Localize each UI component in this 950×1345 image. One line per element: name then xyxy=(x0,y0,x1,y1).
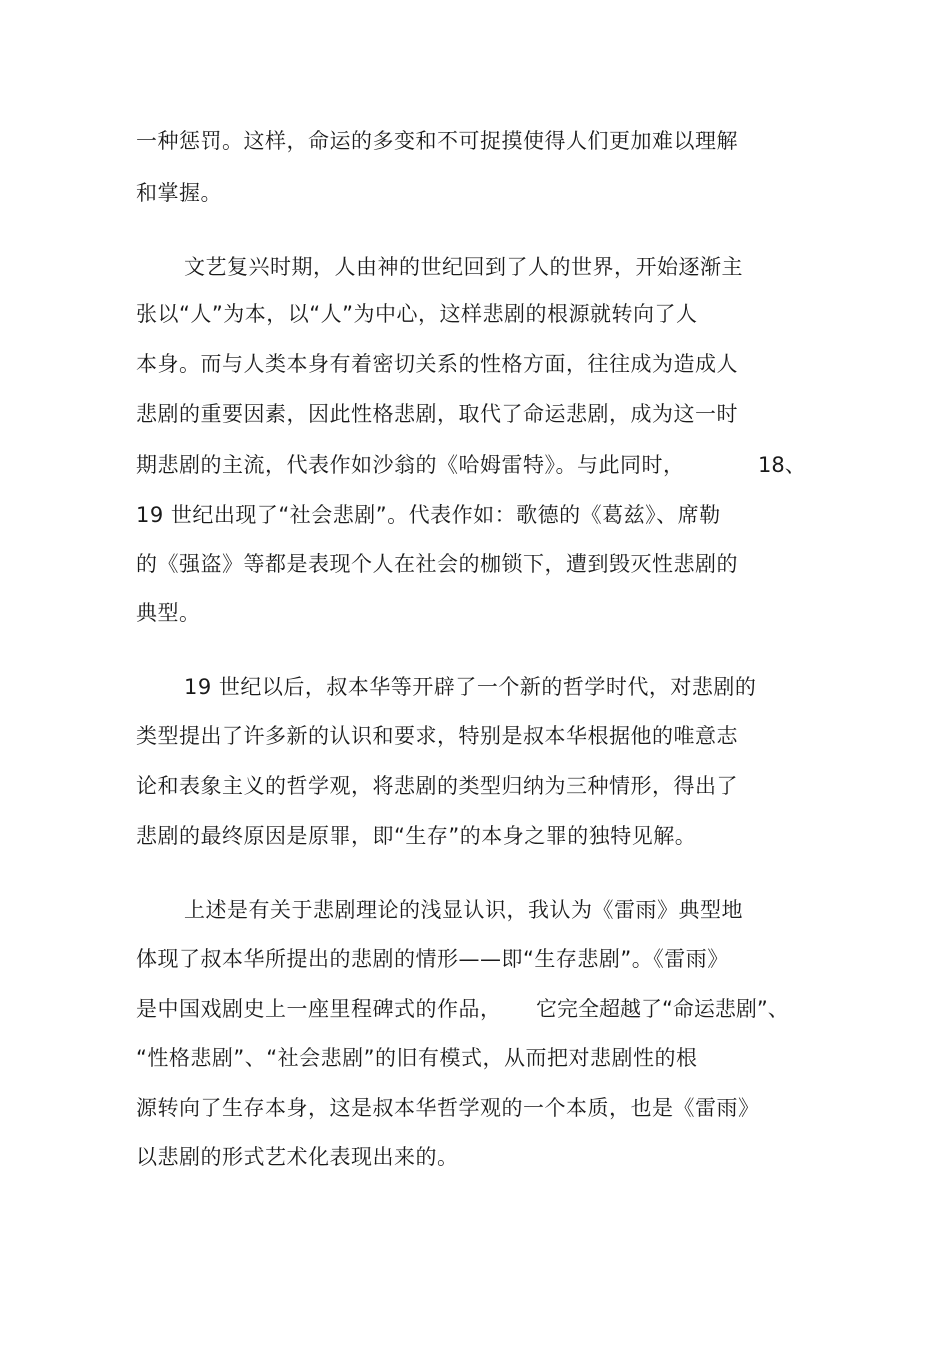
text-line: 19 世纪出现了“社会悲剧”。代表作如：歌德的《葛兹》、席勒 xyxy=(136,503,721,527)
text-line: 悲剧的最终原因是原罪，即“生存”的本身之罪的独特见解。 xyxy=(136,824,697,848)
text-line-tail: 它完全超越了“命运悲剧”、 xyxy=(536,997,789,1021)
text-line: 期悲剧的主流，代表作如沙翁的《哈姆雷特》。与此同时， xyxy=(136,453,685,477)
text-line: 本身。而与人类本身有着密切关系的性格方面，往往成为造成人 xyxy=(136,352,738,376)
text-line: 类型提出了许多新的认识和要求，特别是叔本华根据他的唯意志 xyxy=(136,724,738,748)
text-line: 张以“人”为本，以“人”为中心，这样悲剧的根源就转向了人 xyxy=(136,302,698,326)
text-line: 文艺复兴时期，人由神的世纪回到了人的世界，开始逐渐主 xyxy=(184,255,743,279)
text-line: 体现了叔本华所提出的悲剧的情形——即“生存悲剧”。《雷雨》 xyxy=(136,947,729,971)
text-line: 19 世纪以后，叔本华等开辟了一个新的哲学时代，对悲剧的 xyxy=(184,675,757,699)
text-line: 论和表象主义的哲学观，将悲剧的类型归纳为三种情形，得出了 xyxy=(136,774,738,798)
text-line: 上述是有关于悲剧理论的浅显认识，我认为《雷雨》典型地 xyxy=(184,898,743,922)
text-line: 的《强盗》等都是表现个人在社会的枷锁下，遭到毁灭性悲剧的 xyxy=(136,552,738,576)
text-line: 是中国戏剧史上一座里程碑式的作品， xyxy=(136,997,502,1021)
text-line: 和掌握。 xyxy=(136,181,222,205)
text-line: 典型。 xyxy=(136,601,201,625)
text-line: 悲剧的重要因素，因此性格悲剧，取代了命运悲剧，成为这一时 xyxy=(136,402,738,426)
text-line: “性格悲剧”、“社会悲剧”的旧有模式，从而把对悲剧性的根 xyxy=(136,1046,698,1070)
text-line: 源转向了生存本身，这是叔本华哲学观的一个本质，也是《雷雨》 xyxy=(136,1096,760,1120)
text-line: 以悲剧的形式艺术化表现出来的。 xyxy=(136,1145,459,1169)
text-line: 一种惩罚。这样，命运的多变和不可捉摸使得人们更加难以理解 xyxy=(136,129,738,153)
text-line-tail: 18、 xyxy=(758,453,806,477)
